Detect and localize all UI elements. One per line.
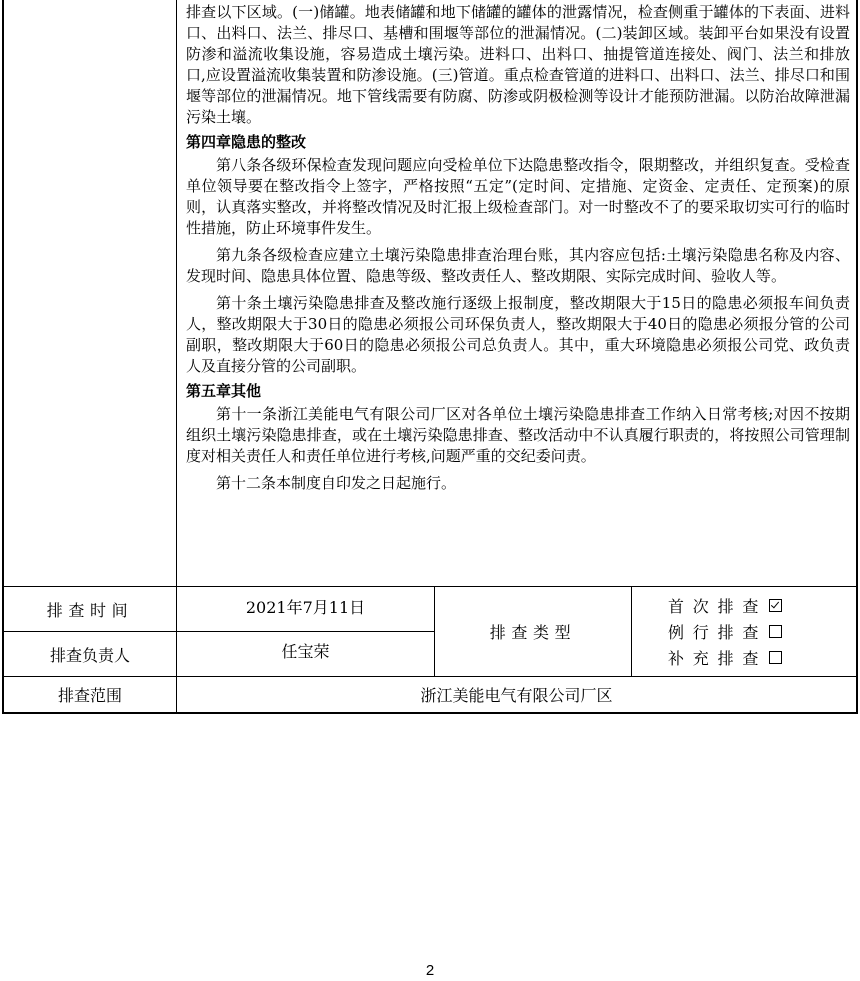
- paragraph-inspection-areas: 排查以下区域。(一)储罐。地表储罐和地下储罐的罐体的泄露情况，检查侧重于罐体的下表面、进料口、出料口、法兰、排尽口、基槽和围堰等部位的泄漏情况。(二)装卸区域。装卸平台如果没有设置防渗和溢流收集设施，容易造成土壤污染。进料口、出料口、抽提管道连接处、阀门、法兰和排放口,应设置溢流收集装置和防渗设施。(三)管道。重点检查管道的进料口、出料口、法兰、排尽口和围堰等部位的泄漏情况。地下管线需要有防腐、防渗或阴极检测等设计才能预防泄漏。以防治故障泄漏污染土壤。: [186, 3, 850, 126]
- checkbox-icon[interactable]: [769, 651, 782, 664]
- inspection-scope-label: 排查范围: [57, 686, 122, 705]
- article-8: 第八条各级环保检查发现问题应向受检单位下达隐患整改指令，限期整改，并组织复查。受检查单位领导要在整改指令上签字，严格按照“五定”(定时间、定措施、定资金、定责任、定预案)的原则，认真落实整改，并将整改情况及时汇报上级检查部门。对一时整改不了的要采取切实可行的临时性措施，防止环境事件发生。: [186, 156, 850, 237]
- option-first-inspection: [668, 594, 782, 617]
- inspection-time-value: 2021年7月11日: [245, 597, 366, 617]
- inspection-type-label: 排查类型: [489, 623, 577, 642]
- option-supplementary-label: 补充排查: [668, 649, 768, 668]
- page-number: 2: [425, 962, 435, 979]
- chapter-5-heading: 第五章其他: [186, 382, 262, 400]
- column-divider-type-options: [631, 586, 632, 676]
- regulation-body: [186, 2, 850, 494]
- option-first-label: 首次排查: [668, 597, 768, 616]
- checked-box-icon[interactable]: [769, 599, 782, 612]
- inspection-scope-value: 浙江美能电气有限公司厂区: [420, 686, 613, 705]
- inspection-time-label: 排查时间: [46, 600, 134, 620]
- inspection-person-value: 任宝荣: [281, 641, 330, 661]
- article-12: 第十二条本制度自印发之日起施行。: [216, 474, 457, 492]
- option-routine-inspection: [668, 620, 782, 643]
- option-routine-label: 例行排查: [668, 623, 768, 642]
- article-9: 第九条各级检查应建立土壤污染隐患排查治理台账，其内容应包括:土壤污染隐患名称及内容、发现时间、隐患具体位置、隐患等级、整改责任人、整改期限、实际完成时间、验收人等。: [186, 246, 850, 285]
- article-11: 第十一条浙江美能电气有限公司厂区对各单位土壤污染隐患排查工作纳入日常考核;对因不按期组织土壤污染隐患排查，或在土壤污染隐患排查、整改活动中不认真履行职责的，将按照公司管理制度对相关责任人和责任单位进行考核,问题严重的交纪委问责。: [186, 405, 850, 465]
- option-supplementary-inspection: [668, 646, 782, 669]
- inspection-person-label: 排查负责人: [49, 645, 130, 665]
- checkbox-icon[interactable]: [769, 625, 782, 638]
- chapter-4-heading: 第四章隐患的整改: [186, 133, 307, 151]
- article-10: 第十条土壤污染隐患排查及整改施行逐级上报制度，整改期限大于15日的隐患必须报车间负责人，整改期限大于30日的隐患必须报公司环保负责人，整改期限大于40日的隐患必须报分管的公司副职，整改期限大于60日的隐患必须报公司总负责人。其中，重大环境隐患必须报公司党、政负责人及直接分管的公司副职。: [186, 294, 850, 375]
